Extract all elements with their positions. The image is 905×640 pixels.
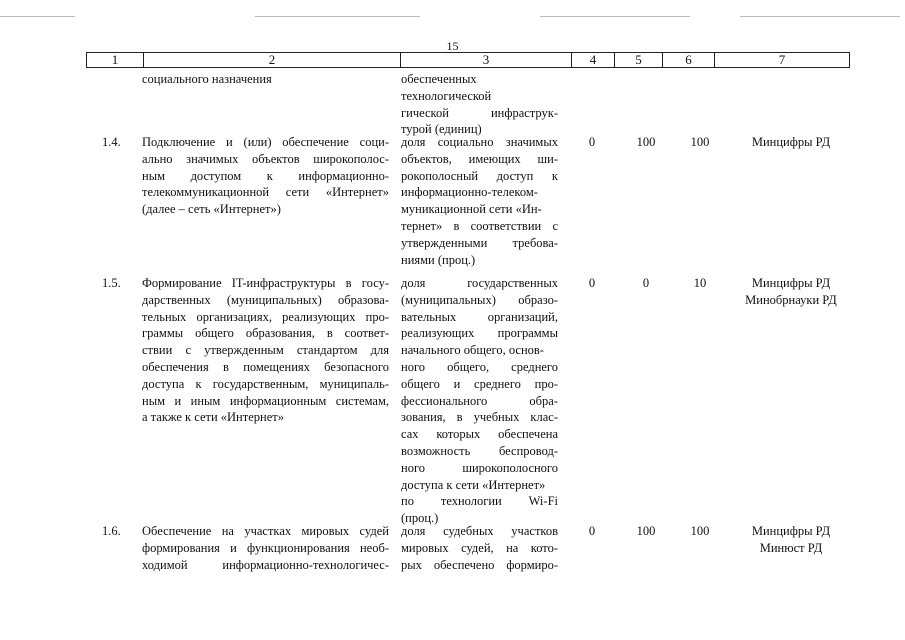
row-indicator: доля государственных (муниципальных) образо- вательных организаций, реализующих программы начального общего, основ- ного общего, среднего общего и среднего про- фессионального обра- зования, в учебных клас- сах которых обеспечена возможность беспровод- ного широкополосного доступа к сети «Интернет» по технологии Wi-Fi (проц.) (401, 276, 558, 526)
row-text: Подключение и (или) обеспечение соци- ально значимых объектов широкополос- ным доступом к информационно- телекоммуникационной сети «Интернет» (далее – сеть «Интернет») (142, 135, 389, 217)
continuation-indicator: обеспеченных технологической гической инфраструк- турой (единиц) (401, 72, 558, 137)
row-indicator: доля судебных участков мировых судей, на кото- рых обеспечено формиро- (401, 524, 558, 572)
row-value-col5: 100 (636, 135, 656, 149)
header-col-1: 1 (87, 53, 144, 68)
responsible-name: Минцифры РД (751, 135, 831, 149)
scan-artifact-line (740, 16, 900, 17)
responsible-name: Минцифры РД (751, 524, 831, 538)
header-col-4: 4 (572, 53, 615, 68)
responsible-name: Минобрнауки РД (745, 292, 837, 307)
row-number: 1.4. (102, 135, 121, 149)
row-responsible (734, 523, 848, 557)
scan-artifact-line (255, 16, 420, 17)
responsible-name: Минцифры РД (751, 276, 831, 290)
row-value-col6: 100 (690, 524, 710, 538)
responsible-name: Минюст РД (759, 540, 823, 555)
row-value-col6: 100 (690, 135, 710, 149)
column-header-row (86, 52, 850, 68)
row-value-col4: 0 (588, 135, 596, 149)
page-number: 15 (446, 39, 459, 53)
row-responsible (734, 134, 848, 151)
header-col-5: 5 (615, 53, 663, 68)
row-number: 1.6. (102, 524, 121, 538)
row-value-col4: 0 (588, 524, 596, 538)
row-number: 1.5. (102, 276, 121, 290)
row-value-col5: 100 (636, 524, 656, 538)
row-text: Обеспечение на участках мировых судей формирования и функционирования необ- ходимой информационно-технологичес- (142, 524, 389, 572)
row-value-col5: 0 (642, 276, 650, 290)
header-col-6: 6 (663, 53, 715, 68)
header-col-3: 3 (401, 53, 572, 68)
row-indicator: доля социально значимых объектов, имеющих ши- рокополосный доступ к информационно-телеком- муникационной сети «Ин- тернет» в соответствии с утвержденными требова- ниями (проц.) (401, 135, 558, 267)
row-text: Формирование IT-инфраструктуры в госу- дарственных (муниципальных) образова- тельных организациях, реализующих про- граммы общего образования, в соответ- ствии с утвержденным стандартом для обеспечения в помещениях безопасного доступа к государственным, муниципаль- ным и иным информационным системам, а также к сети «Интернет» (142, 276, 389, 425)
continuation-text: социального назначения (142, 72, 272, 86)
header-col-7: 7 (715, 53, 850, 68)
row-value-col4: 0 (588, 276, 596, 290)
scan-artifact-line (540, 16, 690, 17)
scan-artifact-line (0, 16, 75, 17)
row-responsible (734, 275, 848, 309)
row-value-col6: 10 (693, 276, 707, 290)
header-col-2: 2 (144, 53, 401, 68)
